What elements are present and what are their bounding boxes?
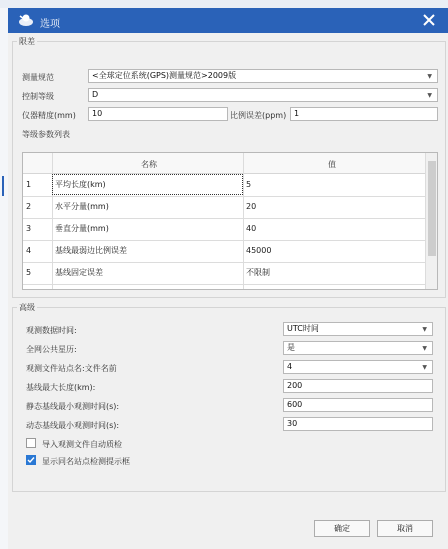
chevron-down-icon: ▼ [422,364,427,371]
control-level-label: 控制等级 [22,92,54,101]
checkmark-icon [27,456,35,464]
survey-spec-label: 测量规范 [22,73,54,82]
static-min-time-input[interactable] [283,398,433,412]
tolerance-group-legend: 限差 [19,37,35,46]
instrument-accuracy-value: 10 [92,109,103,118]
auto-qc-checkbox[interactable] [26,438,36,448]
max-baseline-label: 基线最大长度(km): [26,383,96,392]
row-index: 3 [26,224,32,233]
row-name[interactable]: 基线固定误差 [55,268,103,277]
grid-scroll-thumb[interactable] [428,161,436,256]
title-bar [8,8,448,33]
same-name-checkbox[interactable] [26,455,36,465]
row-value[interactable]: 5 [246,180,252,189]
row-name[interactable]: 垂直分量(mm) [55,224,109,233]
instrument-accuracy-label: 仪器精度(mm) [22,111,76,120]
station-name-select[interactable] [283,360,433,374]
grid-column-divider [243,153,244,290]
station-name-value: 4 [287,362,293,371]
chevron-down-icon: ▼ [422,345,427,352]
survey-spec-value: <全球定位系统(GPS)测量规范>2009版 [92,71,237,80]
row-index: 5 [26,268,32,277]
static-min-time-value: 600 [287,400,303,409]
proportional-error-input[interactable] [290,107,438,121]
table-row[interactable] [23,240,425,263]
public-ephemeris-value: 是 [287,343,295,352]
chevron-down-icon: ▼ [427,92,432,99]
dynamic-min-time-label: 动态基线最小观测时间(s): [26,421,120,430]
obs-time-value: UTC时间 [287,324,319,333]
control-level-select[interactable] [88,88,438,102]
row-name[interactable]: 基线最弱边比例误差 [55,246,127,255]
param-list-label: 等级参数列表 [22,130,70,139]
survey-spec-select[interactable] [88,69,438,83]
close-icon [423,14,435,26]
chevron-down-icon: ▼ [422,326,427,333]
max-baseline-input[interactable] [283,379,433,393]
proportional-error-label: 比例误差(ppm) [230,111,287,120]
row-value[interactable]: 45000 [246,246,272,255]
grid-header-name: 名称 [141,160,157,169]
row-index: 4 [26,246,32,255]
same-name-label[interactable]: 显示同名站点检测提示框 [42,457,130,466]
auto-qc-label[interactable]: 导入观测文件自动质检 [42,440,122,449]
row-value[interactable]: 不限制 [246,268,270,277]
grid-vertical-scrollbar[interactable] [425,153,438,289]
row-index: 1 [26,180,32,189]
background-selection-marker [2,176,4,196]
max-baseline-value: 200 [287,381,303,390]
grid-header-value: 值 [328,160,336,169]
public-ephemeris-label: 全网公共星历: [26,345,77,354]
row-value[interactable]: 20 [246,202,257,211]
row-value[interactable]: 40 [246,224,257,233]
options-dialog [8,8,448,549]
close-button[interactable] [420,11,438,29]
grid-focus-cell [52,174,243,195]
row-name[interactable]: 平均长度(km) [55,180,106,189]
control-level-value: D [92,90,99,99]
row-index: 2 [26,202,32,211]
grid-header [23,153,425,174]
ok-button[interactable]: 确定 [314,520,370,537]
instrument-accuracy-input[interactable] [88,107,228,121]
public-ephemeris-select[interactable] [283,341,433,355]
obs-time-label: 观测数据时间: [26,326,77,335]
dynamic-min-time-value: 30 [287,419,298,428]
proportional-error-value: 1 [294,109,300,118]
station-name-label: 观测文件站点名:文件名前 [26,364,117,373]
row-name[interactable]: 水平分量(mm) [55,202,109,211]
dialog-title: 选项 [40,19,60,30]
dynamic-min-time-input[interactable] [283,417,433,431]
table-row[interactable] [23,196,425,219]
chevron-down-icon: ▼ [427,73,432,80]
table-row[interactable] [23,218,425,241]
app-logo-icon [18,13,34,29]
obs-time-select[interactable] [283,322,433,336]
table-row[interactable] [23,262,425,285]
advanced-group-legend: 高级 [19,303,35,312]
cancel-button[interactable]: 取消 [377,520,433,537]
param-grid[interactable] [22,152,438,290]
static-min-time-label: 静态基线最小观测时间(s): [26,402,120,411]
background-toolbar [0,0,448,8]
